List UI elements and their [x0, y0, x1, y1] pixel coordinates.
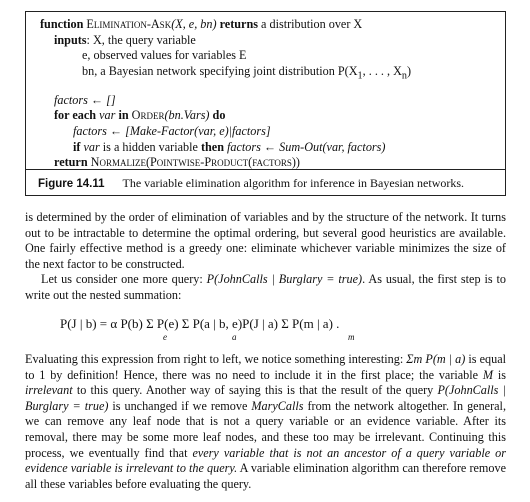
return-expression: Normalize(Pointwise-Product(factors)) [90, 155, 300, 170]
algo-line-input-bn [40, 64, 499, 84]
if-var: var [83, 139, 100, 154]
keyword-then: then [200, 139, 224, 154]
input-x: : X, the query variable [86, 32, 196, 47]
algorithm-box [25, 11, 506, 196]
eq-sub-e: e [163, 332, 167, 342]
keyword-in: in [118, 108, 129, 123]
returns-description: a distribution over X [261, 17, 363, 31]
sub-1: 1 [357, 70, 363, 82]
p3-irrelevant: irrelevant [25, 383, 73, 398]
input-bn-end: ) [406, 63, 412, 78]
if-condition: is a hidden variable [102, 139, 198, 154]
algo-line-input-e [40, 48, 499, 64]
p3-mary: MaryCalls [251, 398, 304, 413]
paragraph-1: is determined by the order of elimination of variables and by the structure of the network. It turns out to be intractable to determine the optimal ordering, but several good heuristics are available. One fairly effective method is a greedy one: eliminate whichever variable minimizes the size of the next factor to be constructed. [25, 210, 506, 271]
order-arg: (bn.Vars) [164, 108, 210, 123]
p3-f: from the network altogether. In general, we can remove any leaf node that is not a query variable or an evidence variable. After its removal, there may be some more leaf nodes, and these too may be irrelevant. Continuing this process, we eventually find that [25, 398, 506, 460]
caption-divider [26, 169, 505, 170]
function-args: (X, e, bn) [171, 17, 217, 31]
body-paragraph-1 [25, 210, 506, 304]
keyword-returns: returns [219, 17, 258, 31]
p3-a: Evaluating this expression from right to left, we notice something interesting: [25, 352, 407, 366]
algo-line-for [40, 108, 499, 124]
body-paragraph-3 [25, 352, 506, 492]
eq-sub-a: a [232, 332, 237, 342]
para2-start: Let us consider one more query: [41, 272, 207, 287]
p3-sum: Σm P(m | a) [406, 352, 466, 366]
equation-text: P(J | b) = α P(b) Σ P(e) Σ P(a | b, e)P(J | a) Σ P(m | a) . [60, 316, 340, 331]
algo-line-factors-init [40, 93, 499, 109]
algo-line-if [40, 140, 499, 156]
p3-emph: every variable that is not an ancestor of a query variable or evidence variable is irrelevant to the query. [25, 445, 506, 476]
caption-text: The variable elimination algorithm for inference in Bayesian networks. [122, 176, 465, 190]
make-factor: factors ← [Make-Factor(var, e)|factors] [73, 124, 271, 138]
paragraph-2 [25, 272, 506, 303]
keyword-function: function [40, 17, 84, 31]
paragraph-3 [25, 352, 506, 492]
input-e: e, observed values for variables E [82, 48, 247, 63]
nested-summation-equation [60, 316, 355, 346]
p3-M: M [482, 367, 494, 382]
p3-query: P(JohnCalls | Burglary = true) [25, 383, 506, 413]
keyword-if: if [73, 139, 81, 154]
function-name: Elimination-Ask [86, 17, 172, 31]
p3-g: A variable elimination algorithm can therefore remove all these variables before evaluating the query. [25, 461, 506, 491]
figure-label: Figure 14.11 [38, 178, 105, 190]
input-bn: bn, a Bayesian network specifying joint distribution P(X [82, 63, 358, 78]
para2-query: P(JohnCalls | Burglary = true) [206, 272, 363, 287]
input-bn-mid: , . . . , X [362, 63, 402, 78]
algo-line-inputs [40, 33, 499, 49]
p3-d: to this query. Another way of saying this is that the result of the query [72, 383, 438, 398]
order-function: Order [131, 108, 165, 123]
keyword-do: do [212, 108, 226, 123]
p3-b: is equal to 1 by definition! Hence, there was no need to include it in the first place; the variable [25, 352, 506, 382]
factors-init: factors ← [] [54, 92, 116, 107]
keyword-for-each: for each [54, 108, 97, 123]
sum-out: factors ← Sum-Out(var, factors) [227, 139, 386, 154]
p3-c: is [493, 367, 506, 382]
eq-sub-m: m [348, 332, 355, 342]
algorithm-pseudocode [40, 17, 499, 171]
p3-e: is unchanged if we remove [108, 398, 252, 413]
keyword-inputs: inputs [54, 32, 87, 47]
algo-line-make-factor [40, 124, 499, 140]
for-var: var [99, 108, 116, 123]
algo-line-function [40, 17, 499, 33]
figure-caption [38, 176, 464, 191]
sub-n: n [401, 70, 407, 82]
para2-end: . As usual, the first step is to write out the nested summation: [25, 272, 507, 302]
keyword-return: return [54, 155, 88, 170]
